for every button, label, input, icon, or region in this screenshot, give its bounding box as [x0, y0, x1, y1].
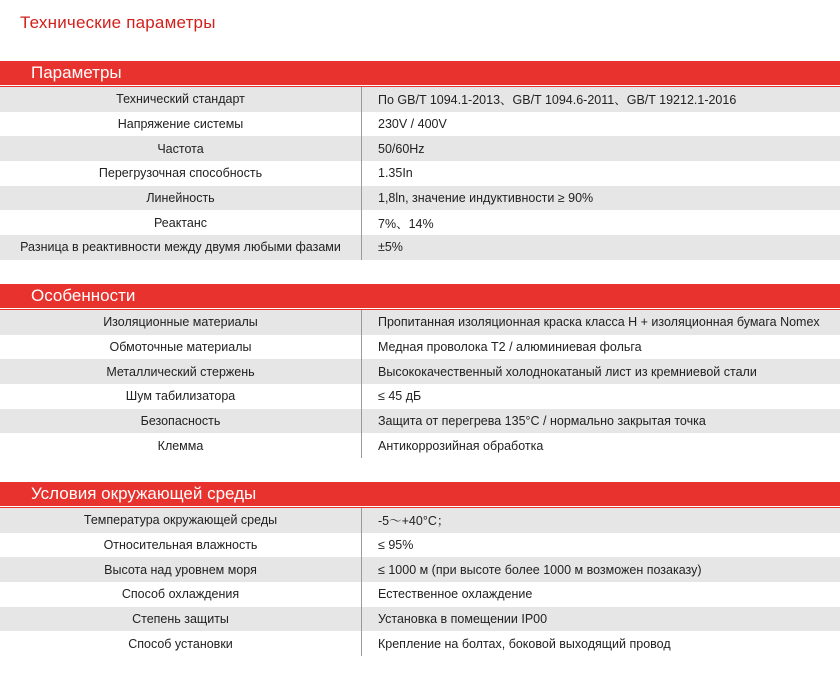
table-row [0, 335, 840, 360]
row-label: Клемма [0, 433, 362, 458]
section-header: Особенности [0, 284, 840, 308]
table-row [0, 161, 840, 186]
row-value: ≤ 95% [378, 538, 414, 553]
table-row [0, 310, 840, 335]
row-label: Температура окружающей среды [0, 508, 362, 533]
row-label: Металлический стержень [0, 359, 362, 384]
table-row [0, 433, 840, 458]
row-value: 1,8ln, значение индуктивности ≥ 90% [378, 191, 594, 206]
row-value: Установка в помещении IP00 [378, 612, 548, 627]
table-row [0, 631, 840, 656]
row-value: Медная проволока T2 / алюминиевая фольга [378, 340, 642, 355]
row-value: По GB/T 1094.1-2013、GB/T 1094.6-2011、GB/T 19212.1-2016 [378, 93, 737, 108]
row-value: 50/60Hz [378, 141, 425, 156]
row-label: Реактанс [0, 210, 362, 235]
table-row [0, 384, 840, 409]
row-label: Напряжение системы [0, 112, 362, 137]
row-label: Способ охлаждения [0, 582, 362, 607]
row-value: Пропитанная изоляционная краска класса H + изоляционная бумага Nomex [378, 315, 820, 330]
row-label: Перегрузочная способность [0, 161, 362, 186]
row-value: 230V / 400V [378, 117, 447, 132]
table-row [0, 235, 840, 260]
row-value: Крепление на болтах, боковой выходящий провод [378, 636, 671, 651]
section-header: Параметры [0, 61, 840, 85]
table-row [0, 186, 840, 211]
row-value: Естественное охлаждение [378, 587, 533, 602]
table-row [0, 359, 840, 384]
table-row [0, 607, 840, 632]
environment-table [0, 508, 840, 656]
table-row [0, 87, 840, 112]
row-label: Степень защиты [0, 607, 362, 632]
row-value: 1.35In [378, 166, 413, 181]
row-value: Защита от перегрева 135°C / нормально закрытая точка [378, 414, 706, 429]
row-label: Способ установки [0, 631, 362, 656]
section-environment [0, 482, 840, 656]
table-row [0, 136, 840, 161]
table-row [0, 210, 840, 235]
row-label: Высота над уровнем моря [0, 557, 362, 582]
features-table [0, 310, 840, 458]
table-row [0, 557, 840, 582]
page-title: Технические параметры [20, 13, 216, 32]
row-label: Линейность [0, 186, 362, 211]
row-value: ≤ 45 дБ [378, 389, 422, 404]
row-label: Относительная влажность [0, 533, 362, 558]
section-header: Условия окружающей среды [0, 482, 840, 506]
row-value: ±5% [378, 240, 403, 255]
table-row [0, 508, 840, 533]
row-value: Высококачественный холоднокатаный лист из кремниевой стали [378, 364, 757, 379]
row-value: 7%、14% [378, 216, 434, 231]
section-features [0, 284, 840, 458]
row-label: Безопасность [0, 409, 362, 434]
row-label: Шум табилизатора [0, 384, 362, 409]
table-row [0, 582, 840, 607]
row-label: Технический стандарт [0, 87, 362, 112]
row-value: -5～+40°C； [378, 514, 450, 529]
row-value: Антикоррозийная обработка [378, 438, 544, 453]
section-parameters [0, 61, 840, 260]
row-label: Разница в реактивности между двумя любыми фазами [0, 235, 362, 260]
table-row [0, 533, 840, 558]
row-label: Изоляционные материалы [0, 310, 362, 335]
table-row [0, 409, 840, 434]
table-row [0, 112, 840, 137]
parameters-table [0, 87, 840, 260]
row-value: ≤ 1000 м (при высоте более 1000 м возможен позаказу) [378, 562, 702, 577]
row-label: Обмоточные материалы [0, 335, 362, 360]
row-label: Частота [0, 136, 362, 161]
